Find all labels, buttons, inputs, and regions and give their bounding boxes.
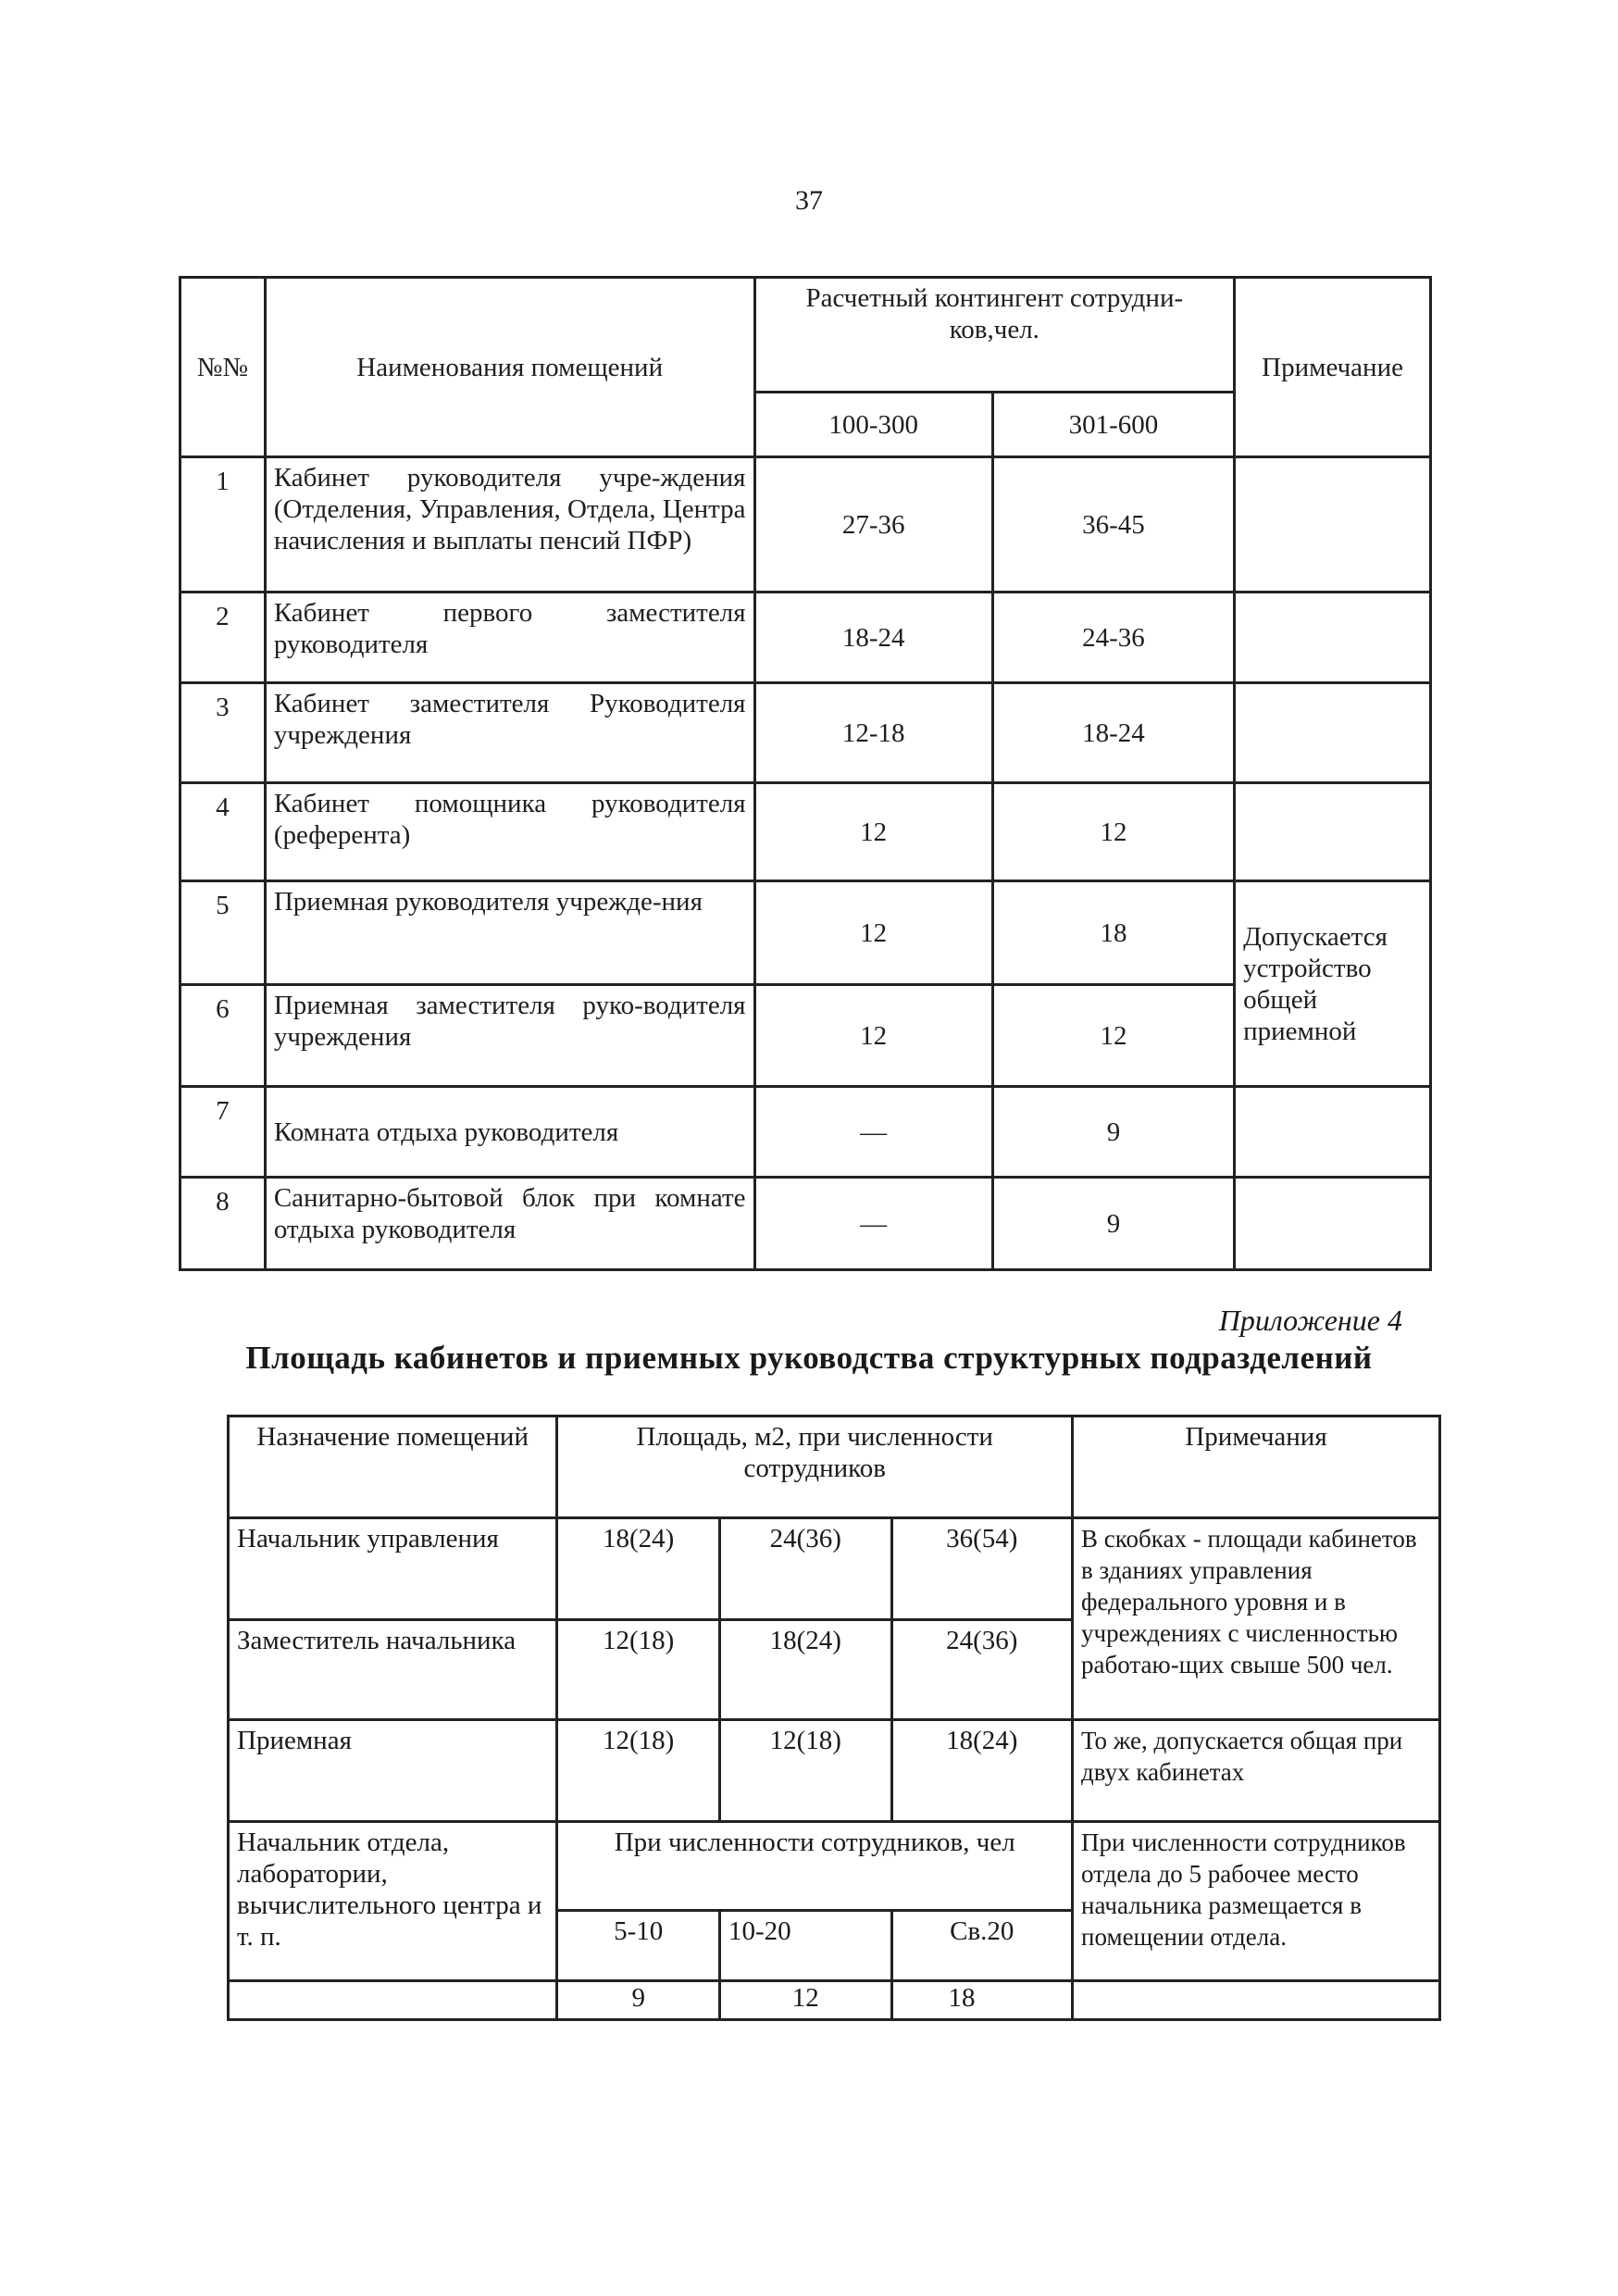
row-value-301-600: 9 bbox=[992, 1178, 1234, 1270]
dept-value: 12 bbox=[719, 1981, 891, 2020]
row-name: Начальник управления bbox=[229, 1518, 557, 1620]
row-value-301-600: 12 bbox=[992, 985, 1234, 1087]
dept-value: 18 bbox=[891, 1981, 1073, 2020]
table-row bbox=[180, 783, 1431, 881]
row-name: Кабинет первого заместителя руководителя bbox=[265, 593, 754, 683]
section-title: Площадь кабинетов и приемных руководства структурных подразделений bbox=[245, 1340, 1373, 1376]
row-value-100-300: 12 bbox=[754, 783, 992, 881]
row-note bbox=[1235, 593, 1431, 683]
row-note bbox=[1235, 1087, 1431, 1178]
empty-cell bbox=[229, 1981, 557, 2020]
row-value-100-300: 18-24 bbox=[754, 593, 992, 683]
row-name: Приемная заместителя руко-водителя учреждения bbox=[265, 985, 754, 1087]
row-num: 5 bbox=[180, 881, 266, 985]
appendix-label: Приложение 4 bbox=[1218, 1304, 1402, 1337]
row-value-301-600: 12 bbox=[992, 783, 1234, 881]
row-name: Санитарно-бытовой блок при комнате отдыха руководителя bbox=[265, 1178, 754, 1270]
row-value-301-600: 18 bbox=[992, 881, 1234, 985]
header-area: Площадь, м2, при численности сотрудников bbox=[557, 1416, 1073, 1518]
row-num: 7 bbox=[180, 1087, 266, 1178]
dept-range: 5-10 bbox=[557, 1911, 720, 1981]
office-area-table bbox=[227, 1415, 1441, 2021]
row-value-301-600: 18-24 bbox=[992, 683, 1234, 783]
row-note-dept: При численности сотрудников отдела до 5 рабочее место начальника размещается в помещении отдела. bbox=[1073, 1822, 1440, 1981]
row-num: 6 bbox=[180, 985, 266, 1087]
row-value-100-300: — bbox=[754, 1178, 992, 1270]
row-note bbox=[1235, 457, 1431, 593]
row-name: Кабинет заместителя Руководителя учреждения bbox=[265, 683, 754, 783]
page-number: 37 bbox=[795, 185, 823, 216]
row-area: 18(24) bbox=[719, 1620, 891, 1720]
row-name-dept-head: Начальник отдела, лаборатории, вычислительного центра и т. п. bbox=[229, 1822, 557, 1981]
row-note-shared-reception: Допускается устройство общей приемной bbox=[1235, 881, 1431, 1087]
header-room-name: Наименования помещений bbox=[265, 278, 754, 457]
row-name: Приемная руководителя учрежде-ния bbox=[265, 881, 754, 985]
row-name: Кабинет помощника руководителя (референта) bbox=[265, 783, 754, 881]
table-row bbox=[229, 1720, 1440, 1822]
table-row bbox=[180, 881, 1431, 985]
row-note-brackets: В скобках - площади кабинетов в зданиях управления федерального уровня и в учреждениях с численностью работаю-щих свыше 500 чел. bbox=[1073, 1518, 1440, 1720]
row-note-reception: То же, допускается общая при двух кабинетах bbox=[1073, 1720, 1440, 1822]
header-contingent: Расчетный контингент сотрудни-ков,чел. bbox=[754, 278, 1235, 393]
row-value-100-300: 27-36 bbox=[754, 457, 992, 593]
row-value-100-300: — bbox=[754, 1087, 992, 1178]
row-area: 12(18) bbox=[719, 1720, 891, 1822]
table-row bbox=[180, 683, 1431, 783]
row-num: 8 bbox=[180, 1178, 266, 1270]
row-value-301-600: 36-45 bbox=[992, 457, 1234, 593]
row-num: 3 bbox=[180, 683, 266, 783]
row-area: 12(18) bbox=[557, 1720, 720, 1822]
table-row bbox=[229, 1822, 1440, 1911]
table-row bbox=[180, 457, 1431, 593]
rooms-contingent-table bbox=[179, 276, 1432, 1271]
header-num: №№ bbox=[180, 278, 266, 457]
header-notes: Примечания bbox=[1073, 1416, 1440, 1518]
row-value-301-600: 24-36 bbox=[992, 593, 1234, 683]
row-area: 12(18) bbox=[557, 1620, 720, 1720]
row-area: 18(24) bbox=[557, 1518, 720, 1620]
empty-cell bbox=[1073, 1981, 1440, 2020]
row-note bbox=[1235, 683, 1431, 783]
table-row bbox=[180, 1087, 1431, 1178]
row-area: 18(24) bbox=[891, 1720, 1073, 1822]
row-note bbox=[1235, 1178, 1431, 1270]
row-value-100-300: 12 bbox=[754, 985, 992, 1087]
header-range-100-300: 100-300 bbox=[754, 393, 992, 457]
table-row bbox=[229, 1981, 1440, 2020]
row-value-100-300: 12-18 bbox=[754, 683, 992, 783]
row-num: 4 bbox=[180, 783, 266, 881]
row-value-100-300: 12 bbox=[754, 881, 992, 985]
row-name: Заместитель начальника bbox=[229, 1620, 557, 1720]
row-name: Комната отдыха руководителя bbox=[265, 1087, 754, 1178]
dept-range: 10-20 bbox=[719, 1911, 891, 1981]
header-range-301-600: 301-600 bbox=[992, 393, 1234, 457]
table-row bbox=[229, 1518, 1440, 1620]
row-name: Приемная bbox=[229, 1720, 557, 1822]
header-note: Примечание bbox=[1235, 278, 1431, 457]
header-purpose: Назначение помещений bbox=[229, 1416, 557, 1518]
dept-subheader: При численности сотрудников, чел bbox=[557, 1822, 1073, 1911]
row-value-301-600: 9 bbox=[992, 1087, 1234, 1178]
dept-value: 9 bbox=[557, 1981, 720, 2020]
row-num: 1 bbox=[180, 457, 266, 593]
row-area: 24(36) bbox=[891, 1620, 1073, 1720]
dept-range: Св.20 bbox=[891, 1911, 1073, 1981]
row-name: Кабинет руководителя учре-ждения (Отделения, Управления, Отдела, Центра начисления и выплаты пенсий ПФР) bbox=[265, 457, 754, 593]
table-row bbox=[180, 1178, 1431, 1270]
table-row bbox=[180, 593, 1431, 683]
row-note bbox=[1235, 783, 1431, 881]
row-num: 2 bbox=[180, 593, 266, 683]
row-area: 36(54) bbox=[891, 1518, 1073, 1620]
row-area: 24(36) bbox=[719, 1518, 891, 1620]
